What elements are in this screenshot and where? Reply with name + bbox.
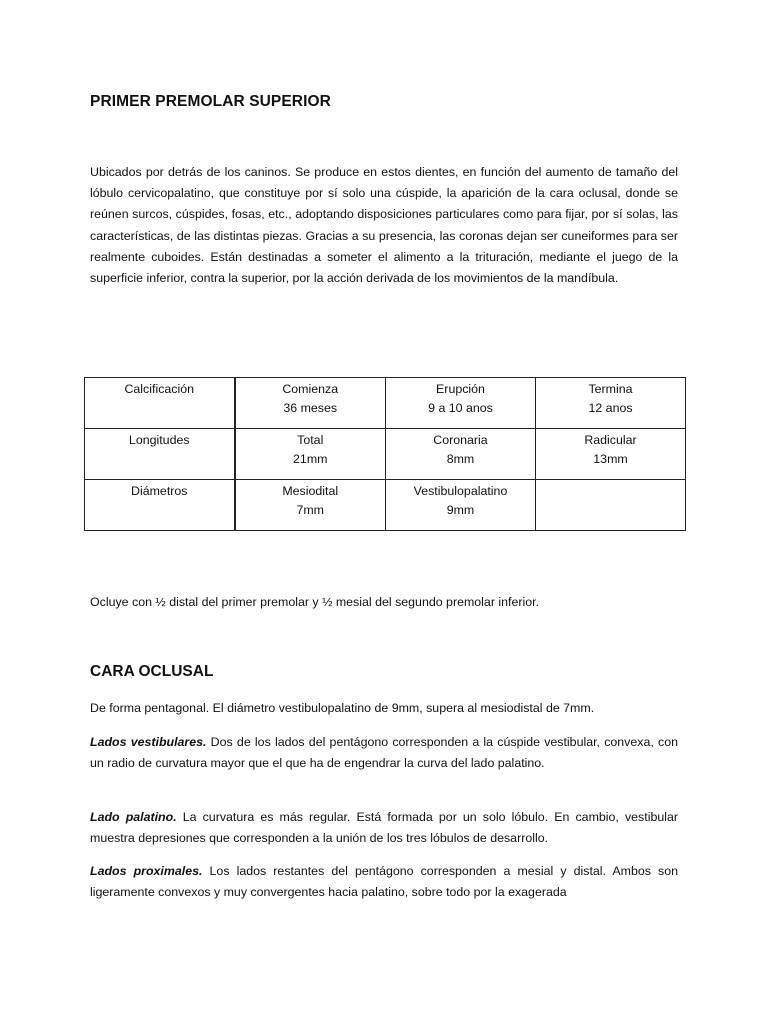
cell-value: 9mm xyxy=(446,502,475,517)
table-cell xyxy=(536,429,686,480)
cell-heading: Coronaria xyxy=(433,433,488,447)
table-cell xyxy=(386,429,536,480)
paragraph-shape xyxy=(90,698,678,719)
table-cell xyxy=(235,378,386,429)
cell-heading: Radicular xyxy=(584,433,637,447)
table-cell xyxy=(386,480,536,531)
page-title: PRIMER PREMOLAR SUPERIOR xyxy=(90,93,331,110)
paragraph-text: La curvatura es más regular. Está formada por un solo lóbulo. En cambio, vestibular muestra depresiones que corresponden a la unión de los tres lóbulos de desarrollo. xyxy=(90,810,678,846)
table-row-calcificacion xyxy=(85,378,686,429)
cell-heading: Termina xyxy=(588,382,633,396)
intro-paragraph: Ubicados por detrás de los caninos. Se produce en estos dientes, en función del aumento de tamaño del lóbulo cervicopalatino, que constituye por sí solo una cúspide, la aparición de la cara oclusal, donde se reúnen surcos, cúspides, fosas, etc., adoptando disposiciones particulares como para fijar, por sí solas, las características, de las distintas piezas. Gracias a su presencia, las coronas dejan ser cuneiformes para ser realmente cuboides. Están destinadas a someter el alimento a la trituración, mediante el juego de la superficie inferior, contra la superior, por la acción derivada de los movimientos de la mandíbula. xyxy=(90,165,678,286)
cell-heading: Mesiodital xyxy=(282,484,339,498)
cell-value: 7mm xyxy=(296,502,325,517)
cell-value: 9 a 10 anos xyxy=(428,400,493,415)
paragraph-text: Dos de los lados del pentágono corresponden a la cúspide vestibular, convexa, con un radio de curvatura mayor que el que ha de engendrar la curva del lado palatino. xyxy=(90,735,678,771)
table-cell xyxy=(235,480,386,531)
table-row-longitudes xyxy=(85,429,686,480)
cell-value: 36 meses xyxy=(283,400,338,415)
table-cell xyxy=(386,378,536,429)
table-row-label xyxy=(85,378,235,429)
row-label-diametros: Diámetros xyxy=(131,484,188,498)
paragraph-lado-palatino xyxy=(90,807,678,849)
cell-value: 21mm xyxy=(293,451,328,466)
row-label-longitudes: Longitudes xyxy=(128,433,190,447)
paragraph-lead: Lado palatino. xyxy=(90,810,177,824)
cell-heading: Total xyxy=(297,433,324,447)
table-row-label xyxy=(85,429,235,480)
paragraph-text: Los lados restantes del pentágono corresponden a mesial y distal. Ambos son ligeramente convexos y muy convergentes hacia palatino, sobre todo por la exagerada xyxy=(90,864,678,900)
table-cell xyxy=(235,429,386,480)
table-row-label xyxy=(85,480,235,531)
cell-value: 8mm xyxy=(446,451,475,466)
table-cell xyxy=(536,378,686,429)
paragraph-text: De forma pentagonal. El diámetro vestibulopalatino de 9mm, supera al mesiodistal de 7mm. xyxy=(90,701,595,715)
section-heading: CARA OCLUSAL xyxy=(90,663,214,680)
row-label-calcificacion: Calcificación xyxy=(124,382,195,396)
cell-heading: Comienza xyxy=(282,382,339,396)
cell-value: 13mm xyxy=(593,451,628,466)
dental-data-table-wrapper xyxy=(84,377,686,531)
paragraph-lados-proximales xyxy=(90,861,678,903)
table-cell-empty xyxy=(536,480,686,531)
paragraph-lados-vestibulares xyxy=(90,732,678,774)
cell-heading: Vestibulopalatino xyxy=(413,484,508,498)
table-row-diametros xyxy=(85,480,686,531)
dental-data-table xyxy=(84,377,686,531)
paragraph-lead: Lados vestibulares. xyxy=(90,735,207,749)
paragraph-lead: Lados proximales. xyxy=(90,864,203,878)
occlusion-note: Ocluye con ½ distal del primer premolar y ½ mesial del segundo premolar inferior. xyxy=(90,595,540,609)
cell-heading: Erupción xyxy=(436,382,485,396)
cell-value: 12 anos xyxy=(588,400,633,415)
